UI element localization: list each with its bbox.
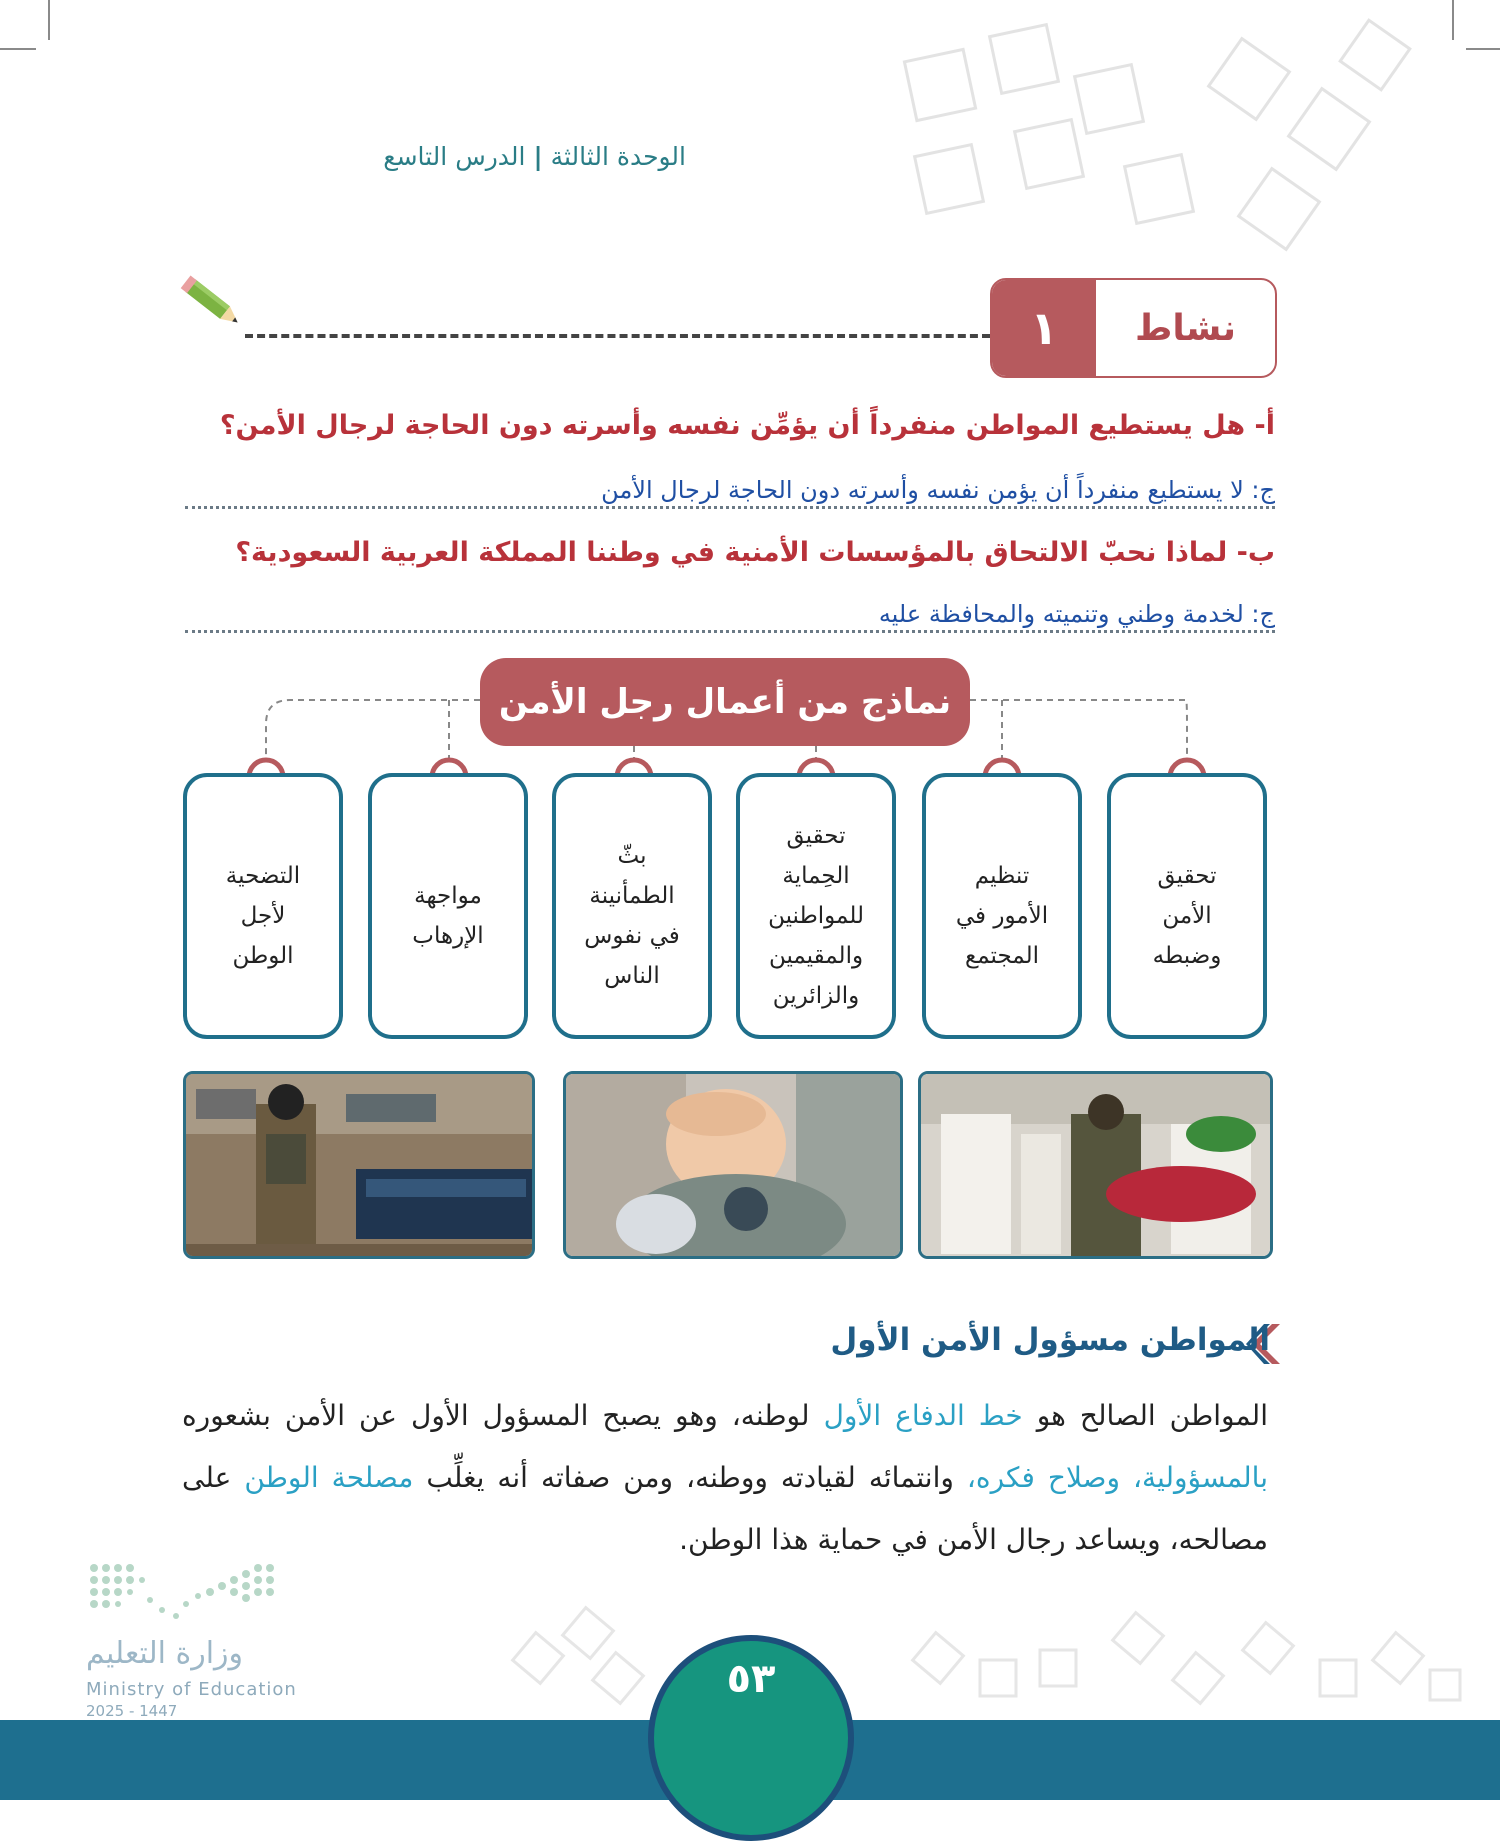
paragraph-text: وانتمائه لقيادته ووطنه، ومن صفاته أنه يغلِّب [413,1461,967,1494]
crop-mark [1452,0,1454,40]
paragraph-text: لوطنه، وهو يصبح المسؤول الأول عن الأمن بشعوره [182,1399,824,1432]
page-number: ٥٣ [726,1656,776,1702]
pencil-icon [178,272,250,336]
photo-security-vehicle [183,1071,535,1259]
card-security: تحقيق الأمن وضبطه [1107,773,1267,1039]
ministry-year: 2025 - 1447 [86,1702,178,1720]
unit-title: الوحدة الثالثة [550,142,686,171]
crop-mark [1466,48,1500,50]
section-title: المواطن مسؤول الأمن الأول [830,1322,1270,1358]
answer-a: ج: لا يستطيع منفرداً أن يؤمن نفسه وأسرته دون الحاجة لرجال الأمن [595,476,1275,504]
ministry-logo-icon [86,1560,276,1630]
activity-number: ١ [992,280,1096,376]
ministry-name-ar: وزارة التعليم [86,1636,244,1671]
lesson-title: الدرس التاسع [383,142,526,171]
highlight-text: خط الدفاع الأول [823,1399,1023,1432]
ministry-name-en: Ministry of Education [86,1679,297,1700]
highlight-text: بالمسؤولية، وصلاح فكره، [966,1461,1268,1494]
card-reassurance: بثّ الطمأنينة في نفوس الناس [552,773,712,1039]
crop-mark [48,0,50,40]
card-protection: تحقيق الحِماية للمواطنين والمقيمين والزائرين [736,773,896,1039]
paragraph-text: المواطن الصالح هو [1022,1399,1268,1432]
question-b: ب- لماذا نحبّ الالتحاق بالمؤسسات الأمنية في وطننا المملكة العربية السعودية؟ [235,537,1275,568]
unit-lesson-header [186,142,686,186]
highlight-text: مصلحة الوطن [244,1461,414,1494]
answer-b: ج: لخدمة وطني وتنميته والمحافظة عليه [873,600,1275,628]
photo-soldier-pilgrims [918,1071,1273,1259]
card-terrorism: مواجهة الإرهاب [368,773,528,1039]
activity-label: نشاط [1134,307,1237,349]
activity-banner [990,278,1277,378]
crop-mark [0,48,36,50]
card-organize: تنظيم الأمور في المجتمع [922,773,1082,1039]
header-separator: | [533,142,543,171]
models-title: نماذج من أعمال رجل الأمن [480,658,970,746]
section-paragraph [182,1385,1268,1571]
dashed-divider [245,334,990,338]
question-a: أ- هل يستطيع المواطن منفرداً أن يؤمِّن نفسه وأسرته دون الحاجة لرجال الأمن؟ [219,410,1275,441]
card-sacrifice: التضحية لأجل الوطن [183,773,343,1039]
paragraph-text: على مصالحه، ويساعد رجال الأمن في حماية هذا الوطن. [182,1461,1268,1556]
decorative-pattern [880,10,1440,260]
photo-baby-soldier [563,1071,903,1259]
